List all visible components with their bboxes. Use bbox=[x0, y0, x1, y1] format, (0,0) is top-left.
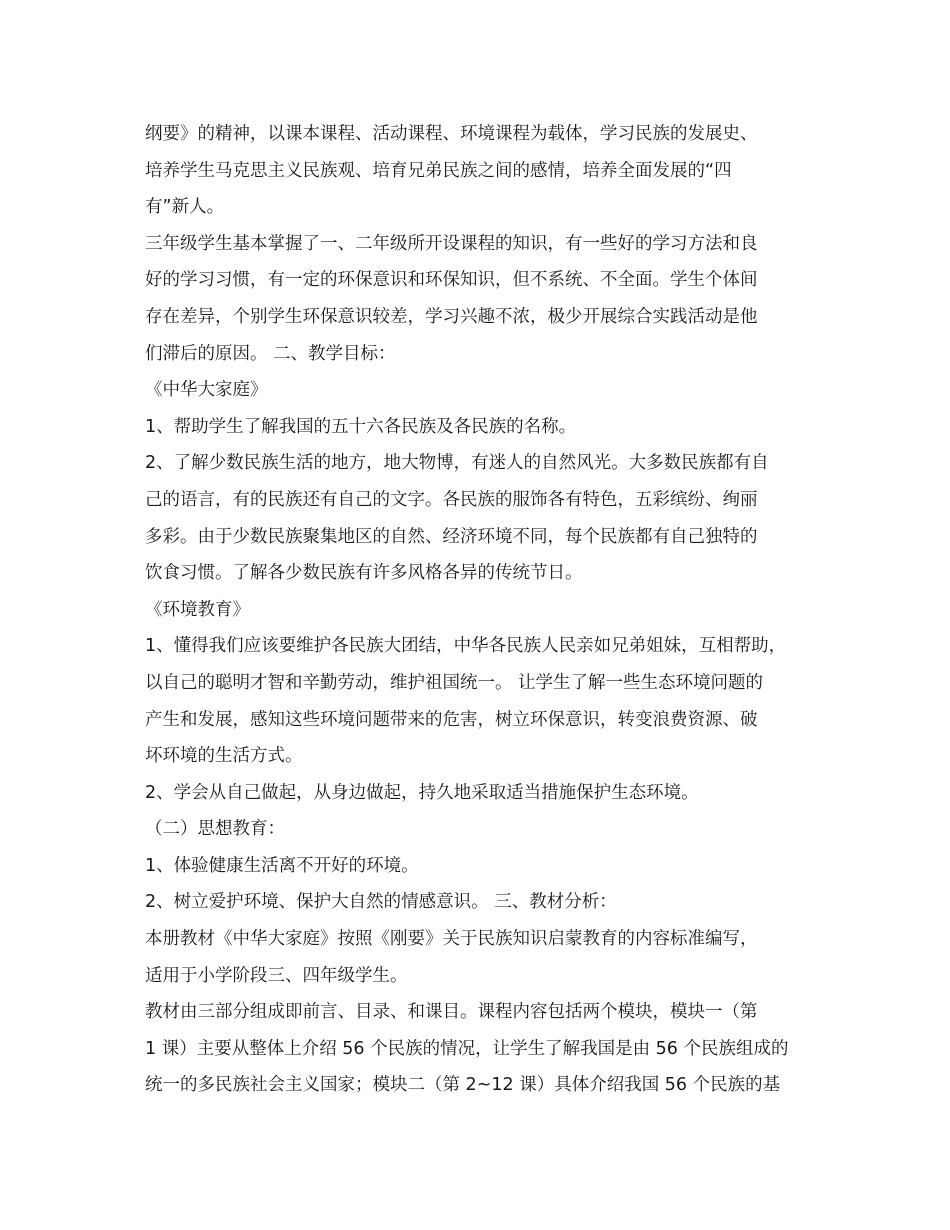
text-line: 统一的多民族社会主义国家；模块二（第 2~12 课）具体介绍我国 56 个民族的基 bbox=[145, 1075, 781, 1096]
text-line: 1、懂得我们应该要维护各民族大团结，中华各民族人民亲如兄弟姐妹，互相帮助， bbox=[145, 636, 787, 657]
text-line: 有”新人。 bbox=[145, 197, 225, 218]
text-line: 己的语言，有的民族还有自己的文字。各民族的服饰各有特色，五彩缤纷、绚丽 bbox=[145, 489, 758, 510]
document-body bbox=[145, 116, 825, 1104]
text-line: 纲要》的精神，以课本课程、活动课程、环境课程为载体，学习民族的发展史、 bbox=[145, 124, 758, 144]
text-line: 2、了解少数民族生活的地方，地大物博，有迷人的自然风光。大多数民族都有自 bbox=[145, 453, 769, 474]
text-line: 教材由三部分组成即前言、目录、和课目。课程内容包括两个模块，模块一（第 bbox=[145, 1002, 758, 1023]
text-line: 产生和发展，感知这些环境问题带来的危害，树立环保意识，转变浪费资源、破 bbox=[145, 709, 758, 730]
text-line: 坏环境的生活方式。 bbox=[145, 746, 303, 767]
text-line: 1、帮助学生了解我国的五十六各民族及各民族的名称。 bbox=[145, 416, 577, 437]
text-line: 本册教材《中华大家庭》按照《刚要》关于民族知识启蒙教育的内容标准编写， bbox=[145, 929, 758, 950]
text-line: 1、体验健康生活离不开好的环境。 bbox=[145, 855, 419, 876]
text-line: 多彩。由于少数民族聚集地区的自然、经济环境不同，每个民族都有自己独特的 bbox=[145, 526, 758, 547]
text-line: 存在差异，个别学生环保意识较差，学习兴趣不浓，极少开展综合实践活动是他 bbox=[145, 306, 758, 327]
text-line: 们滞后的原因。 二、教学目标： bbox=[145, 343, 396, 364]
section-heading: （二）思想教育： bbox=[145, 819, 285, 840]
text-line: 培养学生马克思主义民族观、培育兄弟民族之间的感情，培养全面发展的“四 bbox=[145, 160, 732, 181]
text-line: 2、学会从自己做起，从身边做起，持久地采取适当措施保护生态环境。 bbox=[145, 782, 699, 803]
text-line: 饮食习惯。了解各少数民族有许多风格各异的传统节日。 bbox=[145, 563, 583, 584]
section-heading: 《环境教育》 bbox=[145, 599, 250, 620]
section-heading: 《中华大家庭》 bbox=[145, 380, 268, 401]
text-line: 1 课）主要从整体上介绍 56 个民族的情况，让学生了解我国是由 56 个民族组成的 bbox=[145, 1038, 789, 1059]
text-line: 好的学习习惯，有一定的环保意识和环保知识，但不系统、不全面。学生个体间 bbox=[145, 270, 758, 291]
text-line: 适用于小学阶段三、四年级学生。 bbox=[145, 965, 408, 986]
text-line: 三年级学生基本掌握了一、二年级所开设课程的知识，有一些好的学习方法和良 bbox=[145, 233, 758, 254]
text-line: 2、树立爱护环境、保护大自然的情感意识。 三、教材分析： bbox=[145, 892, 617, 913]
text-line: 以自己的聪明才智和辛勤劳动，维护祖国统一。 让学生了解一些生态环境问题的 bbox=[145, 672, 764, 693]
